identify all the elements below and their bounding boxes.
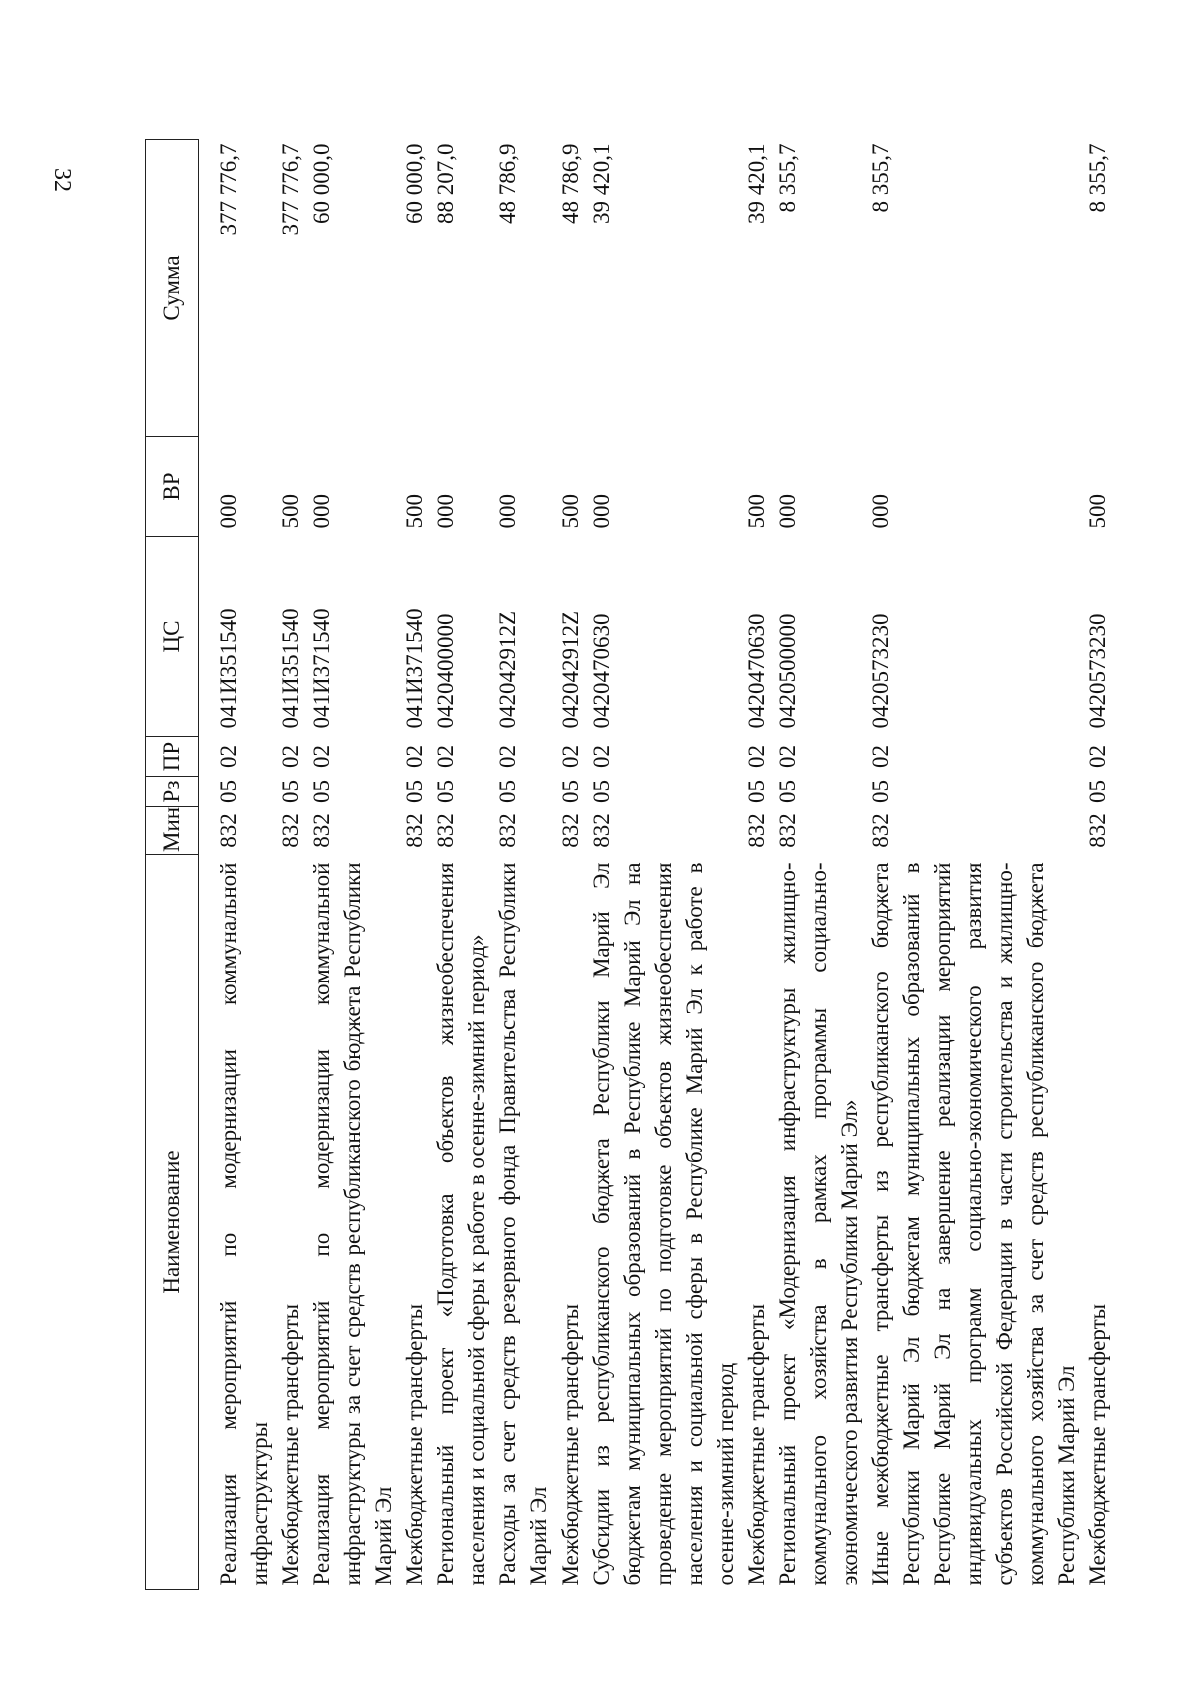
- cell-min: 832: [774, 813, 800, 848]
- cell-cs: 0420573230: [867, 613, 893, 729]
- cell-min: 832: [1085, 813, 1111, 848]
- cell-min: 832: [278, 813, 304, 848]
- cell-rz: 05: [495, 780, 521, 803]
- cell-vr: 500: [743, 494, 769, 529]
- table-header-row: [146, 140, 199, 1590]
- cell-min: 832: [743, 813, 769, 848]
- cell-cs: 041И351540: [278, 608, 304, 729]
- cell-min: 832: [309, 813, 335, 848]
- cell-name: Расходы за счет средств резервного фонда Правительства Республики Марий Эл: [495, 862, 552, 1586]
- cell-pr: 02: [1085, 745, 1111, 768]
- cell-pr: 02: [743, 745, 769, 768]
- cell-rz: 05: [433, 780, 459, 803]
- cell-sum: 8 355,7: [1085, 143, 1111, 213]
- cell-min: 832: [867, 813, 893, 848]
- cell-min: 832: [402, 813, 428, 848]
- cell-min: 832: [557, 813, 583, 848]
- cell-rz: 05: [1085, 780, 1111, 803]
- cell-sum: 8 355,7: [867, 143, 893, 213]
- cell-vr: 500: [402, 494, 428, 529]
- cell-rz: 05: [402, 780, 428, 803]
- cell-name: Межбюджетные трансферты: [402, 1303, 428, 1586]
- cell-min: 832: [495, 813, 521, 848]
- rotated-table-wrapper: [145, 140, 1111, 1590]
- cell-sum: 39 420,1: [743, 143, 769, 224]
- table-row: [306, 140, 399, 1590]
- header-name: Наименование: [146, 855, 199, 1590]
- header-rz: Рз: [146, 777, 199, 807]
- cell-vr: 000: [216, 494, 241, 529]
- cell-pr: 02: [433, 745, 459, 768]
- budget-table: [145, 139, 1113, 1590]
- header-sum: Сумма: [146, 140, 199, 437]
- cell-name: Межбюджетные трансферты: [743, 1303, 769, 1586]
- cell-name: Межбюджетные трансферты: [557, 1303, 583, 1586]
- cell-pr: 02: [867, 745, 893, 768]
- header-min: Мин: [146, 807, 199, 855]
- cell-cs: 042042912Z: [495, 610, 521, 729]
- cell-sum: 39 420,1: [588, 143, 614, 224]
- cell-sum: 48 786,9: [495, 143, 521, 224]
- cell-vr: 000: [588, 494, 614, 529]
- table-row: [555, 140, 586, 1590]
- cell-cs: 042042912Z: [557, 610, 583, 729]
- cell-pr: 02: [309, 745, 335, 768]
- cell-vr: 500: [1085, 494, 1111, 529]
- table-row: [1082, 140, 1113, 1590]
- cell-vr: 000: [495, 494, 521, 529]
- cell-rz: 05: [743, 780, 769, 803]
- cell-cs: 041И371540: [309, 608, 335, 729]
- table-row: [772, 140, 865, 1590]
- cell-rz: 05: [216, 780, 241, 803]
- cell-pr: 02: [774, 745, 800, 768]
- cell-name: Реализация мероприятий по модернизации коммунальной инфраструктуры за счет средств республиканского бюджета Республики Марий Эл: [309, 862, 397, 1586]
- cell-vr: 500: [557, 494, 583, 529]
- cell-rz: 05: [867, 780, 893, 803]
- cell-vr: 500: [278, 494, 304, 529]
- table-row: [492, 140, 554, 1590]
- table-row: [865, 140, 1082, 1590]
- cell-cs: 0420470630: [743, 613, 769, 729]
- cell-min: 832: [433, 813, 459, 848]
- cell-cs: 041И371540: [402, 608, 428, 729]
- cell-name: Реализация мероприятий по модернизации коммунальной инфраструктуры: [216, 862, 273, 1586]
- table-row: [586, 140, 741, 1590]
- cell-pr: 02: [278, 745, 304, 768]
- cell-vr: 000: [309, 494, 335, 529]
- cell-sum: 60 000,0: [402, 143, 428, 224]
- cell-vr: 000: [774, 494, 800, 529]
- cell-name: Межбюджетные трансферты: [278, 1303, 304, 1586]
- cell-sum: 88 207,0: [433, 143, 459, 224]
- cell-sum: 60 000,0: [309, 143, 335, 224]
- cell-cs: 0420400000: [433, 613, 459, 729]
- cell-rz: 05: [278, 780, 304, 803]
- cell-pr: 02: [216, 745, 241, 768]
- table-row: [199, 140, 276, 1590]
- cell-min: 832: [216, 813, 241, 848]
- cell-sum: 377 776,7: [216, 143, 241, 236]
- table-row: [741, 140, 772, 1590]
- cell-vr: 000: [867, 494, 893, 529]
- cell-name: Региональный проект «Модернизация инфраструктуры жилищно-коммунального хозяйства в рамках программы социально-экономического развития Республики Марий Эл»: [774, 862, 862, 1586]
- cell-rz: 05: [588, 780, 614, 803]
- header-cs: ЦС: [146, 537, 199, 737]
- cell-cs: 0420470630: [588, 613, 614, 729]
- table-body: [199, 140, 1114, 1590]
- cell-pr: 02: [557, 745, 583, 768]
- table-row: [275, 140, 306, 1590]
- cell-cs: 0420500000: [774, 613, 800, 729]
- cell-cs: 0420573230: [1085, 613, 1111, 729]
- cell-name: Региональный проект «Подготовка объектов жизнеобеспечения населения и социальной сферы к работе в осенне-зимний период»: [433, 862, 490, 1586]
- cell-vr: 000: [433, 494, 459, 529]
- cell-sum: 8 355,7: [774, 143, 800, 213]
- header-pr: ПР: [146, 737, 199, 777]
- cell-cs: 041И351540: [216, 608, 241, 729]
- cell-sum: 48 786,9: [557, 143, 583, 224]
- page-number: 32: [49, 168, 75, 192]
- cell-name: Межбюджетные трансферты: [1085, 1303, 1111, 1586]
- cell-pr: 02: [495, 745, 521, 768]
- table-row: [399, 140, 430, 1590]
- cell-sum: 377 776,7: [278, 143, 304, 236]
- cell-name: Субсидии из республиканского бюджета Республики Марий Эл бюджетам муниципальных образований в Республике Марий Эл на проведение мероприятий по подготовке объектов жизнеобеспечения населения и социальной сферы в Республике Марий Эл к работе в осенне-зимний период: [588, 862, 738, 1586]
- cell-rz: 05: [309, 780, 335, 803]
- cell-min: 832: [588, 813, 614, 848]
- cell-rz: 05: [557, 780, 583, 803]
- cell-pr: 02: [588, 745, 614, 768]
- cell-name: Иные межбюджетные трансферты из республиканского бюджета Республики Марий Эл бюджетам муниципальных образований в Республике Марий Эл на завершение реализации мероприятий индивидуальных программ социально-экономического развития субъектов Российской Федерации в части строительства и жилищно-коммунального хозяйства за счет средств республиканского бюджета Республики Марий Эл: [867, 862, 1080, 1586]
- header-vr: ВР: [146, 437, 199, 537]
- cell-pr: 02: [402, 745, 428, 768]
- cell-rz: 05: [774, 780, 800, 803]
- table-row: [430, 140, 492, 1590]
